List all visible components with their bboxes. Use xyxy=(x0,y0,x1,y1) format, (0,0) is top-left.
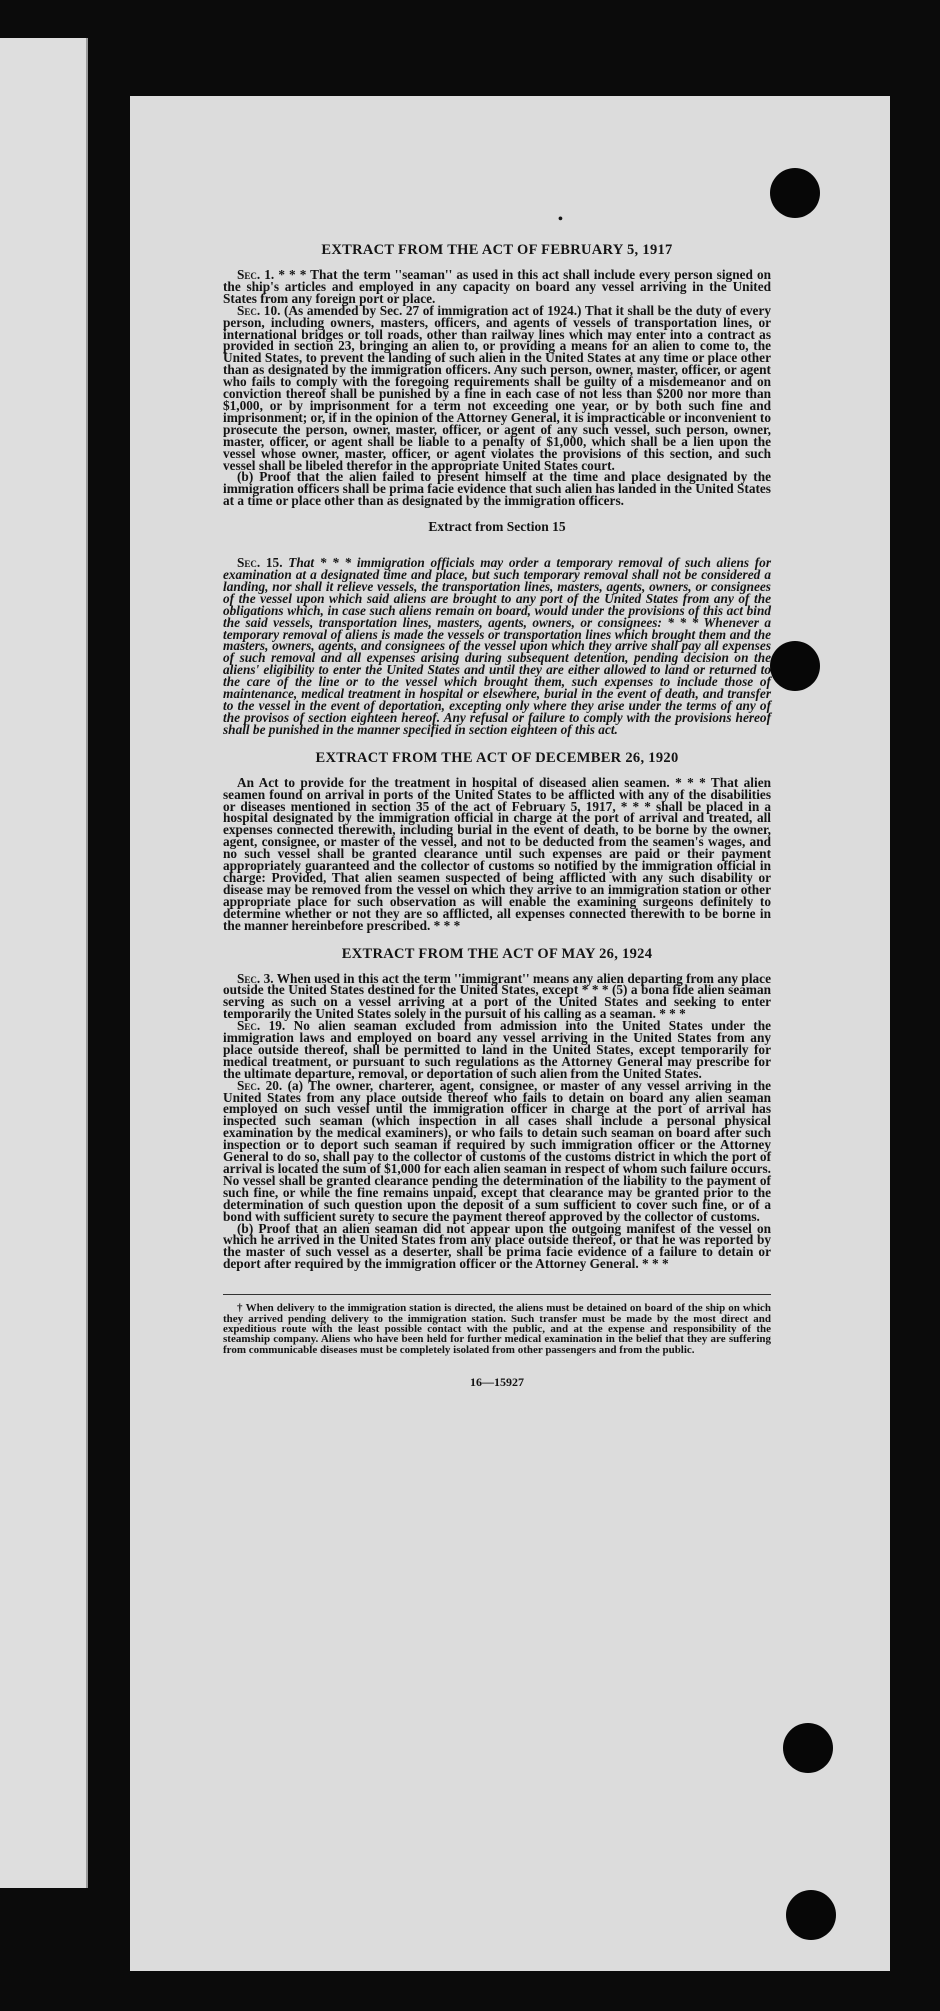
footnote: † When delivery to the immigration station is directed, the aliens must be detained on board of the ship on which they arrived pending delivery to the immigration station. Such transfer must be made by the most direct and expeditious route with the least possible contact with the public, and at the expense and responsibility of the steamship company. Aliens who have been held for further medical examination in the belief that they are suffering from communicable diseases must be completely isolated from other passengers and from the public. xyxy=(223,1302,771,1356)
italic-block xyxy=(223,557,771,736)
paragraph-sec-19 xyxy=(223,1020,771,1080)
section-label: Sec. 10. xyxy=(237,302,281,318)
heading-act-dec-1920: EXTRACT FROM THE ACT OF DECEMBER 26, 1920 xyxy=(315,749,679,766)
paragraph-sec-3 xyxy=(223,970,771,1022)
document-page xyxy=(130,96,890,1971)
section-label: Sec. 15. xyxy=(237,555,283,571)
paragraph-act-1920: An Act to provide for the treatment in hospital of diseased alien seamen. * * * That alien seamen found on arrival in ports of the United States to be afflicted with any of the disabilities or diseases mentioned in section 35 of the act of February 5, 1917, * * * shall be placed in a hospital designated by the immigration official in charge at the port of arrival and treated, all expenses connected therewith, including burial in the event of death, to be borne by the owner, agent, consignee, or master of the vessel, and not to be deducted from the seamen's wages, and no such vessel shall be granted clearance until such expenses are paid or their payment appropriately guaranteed and the collector of customs so notified by the immigration official in charge: Provided, That alien seamen suspected of being afflicted with any such disability or disease may be removed from the vessel on which they arrive to an immigration station or other appropriate place for such observation as will enable the examining surgeons definitely to determine whether or not they are so afflicted, all expenses connected therewith to be borne in the manner hereinbefore prescribed. * * * xyxy=(223,774,771,933)
subheading-section-15: Extract from Section 15 xyxy=(428,519,566,535)
punch-hole-middle xyxy=(770,641,820,691)
heading-act-feb-1917: EXTRACT FROM THE ACT OF FEBRUARY 5, 1917 xyxy=(321,242,673,258)
paragraph-sec-10 xyxy=(223,302,771,473)
punch-hole-top xyxy=(770,168,820,218)
paragraph-sec-15 xyxy=(223,557,771,736)
page-number: 16—15927 xyxy=(470,1375,524,1390)
ink-mark: • xyxy=(558,212,563,227)
paragraph-text: That * * * immigration officials may order a temporary removal of such aliens for examination at a designated time and place, but such temporary removal shall not be considered a landing, nor shall it relieve vessels, the transportation lines, masters, agents, owners, or consignees of the vessel upon which said aliens are brought to any port of the United States from any of the obligations which, in case such aliens remain on board, would under the provisions of this act bind the said vessels, transportation lines, masters, agents, owners, or consignees: * * * Whenever a temporary removal of aliens is made the vessels or transportation lines which brought them and the masters, owners, agents, and consignees of the vessel upon which they arrive shall pay all expenses of such removal and all expenses arising during subsequent detention, pending decision on the aliens' eligibility to enter the United States and until they are either allowed to land or returned to the care of the line or to the vessel which brought them, such expenses to include those of maintenance, medical treatment in hospital or elsewhere, burial in the event of death, and transfer to the vessel in the event of deportation, excepting only where they arise under the terms of any of the provisos of section eighteen hereof. Any refusal or failure to comply with the provisions hereof shall be punished in the manner specified in section eighteen of this act. xyxy=(223,555,772,737)
paragraph-sec-20 xyxy=(223,1077,772,1224)
paragraph-proof-b: (b) Proof that the alien failed to present himself at the time and place designated by the immigration officers shall be prima facie evidence that such alien has landed in the United States at a time or place other than as designated by the immigration officers. xyxy=(223,469,771,509)
paragraph-text: (As amended by Sec. 27 of immigration act of 1924.) That it shall be the duty of every person, including owners, masters, officers, and agents of vessels of transportation lines, or international bridges or toll roads, other than railway lines which may enter into a contract as provided in section 23, bringing an alien to, or providing a means for an alien to come to, the United States, to prevent the landing of such alien in the United States at any time or place other than as designated by the immigration officers. Any such person, owner, master, officer, or agent who fails to comply with the foregoing requirements shall be guilty of a misdemeanor and on conviction thereof shall be punished by a fine in each case of not less than $200 nor more than $1,000, or by imprisonment for a term not exceeding one year, or by both such fine and imprisonment; or, if in the opinion of the Attorney General, it is impracticable or inconvenient to prosecute the person, owner, master, officer, or agent of any such vessel, such person, owner, master, officer, or agent shall be liable to a penalty of $1,000, which shall be a lien upon the vessel whose owner, master, officer, or agent violates the provisions of this section, and such vessel shall be libeled therefor in the appropriate United States court. xyxy=(223,302,771,473)
footnote-divider xyxy=(223,1294,771,1295)
paragraph-text: (a) The owner, charterer, agent, consignee, or master of any vessel arriving in the United States from any place outside thereof who fails to detain on board any alien seaman employed on such vessel until the immigration officer in charge at the port of arrival has inspected such seaman (which inspection in all cases shall include a personal physical examination by the medical examiners), or who fails to detain such seaman on board after such inspection or to deport such seaman if required by such immigration officer or the Attorney General to do so, shall pay to the collector of customs of the customs district in which the port of arrival is located the sum of $1,000 for each alien seaman in respect of whom such failure occurs. No vessel shall be granted clearance pending the determination of the liability to the payment of such fine, or while the fine remains unpaid, except that clearance may be granted prior to the determination of such question upon the deposit of a sum sufficient to cover such fine, or of a bond with sufficient surety to secure the payment thereof approved by the collector of customs. xyxy=(223,1077,772,1224)
document-content xyxy=(223,242,771,1390)
paragraph-sec-1 xyxy=(223,269,771,305)
punch-hole-bottom xyxy=(786,1890,836,1940)
heading-act-may-1924: EXTRACT FROM THE ACT OF MAY 26, 1924 xyxy=(341,945,653,962)
paragraph-text: When used in this act the term ''immigrant'' means any alien departing from any place outside the United States destined for the United States, except * * * (5) a bona fide alien seaman serving as such on a vessel arriving at a port of the United States and seeking to enter temporarily the United States solely in the pursuit of his calling as a seaman. * * * xyxy=(223,970,771,1022)
punch-hole-lower xyxy=(783,1723,833,1773)
adjacent-page-edge xyxy=(0,38,88,1888)
paragraph-text: No alien seaman excluded from admission into the United States under the immigration laws and employed on board any vessel arriving in the United States from any place outside thereof, shall be permitted to land in the United States, except temporarily for medical treatment, or pursuant to such regulations as the Attorney General may prescribe for the ultimate departure, removal, or deportation of such alien from the United States. xyxy=(223,1018,772,1081)
section-label: Sec. 3. xyxy=(237,970,274,986)
paragraph-text: * * * That the term ''seaman'' as used in this act shall include every person signed on the ship's articles and employed in any capacity on board any vessel arriving in the United States from any foreign port or place. xyxy=(223,267,771,306)
section-label: Sec. 1. xyxy=(237,267,275,282)
section-label: Sec. 19. xyxy=(237,1018,286,1034)
paragraph-proof-b-2: (b) Proof that an alien seaman did not appear upon the outgoing manifest of the vessel on which he arrived in the United States from any place outside thereof, or that he was reported by the master of such vessel as a deserter, shall be prima facie evidence of a failure to detain or deport after required by the immigration officer or the Attorney General. * * * xyxy=(223,1220,771,1272)
section-label: Sec. 20. xyxy=(237,1077,283,1093)
